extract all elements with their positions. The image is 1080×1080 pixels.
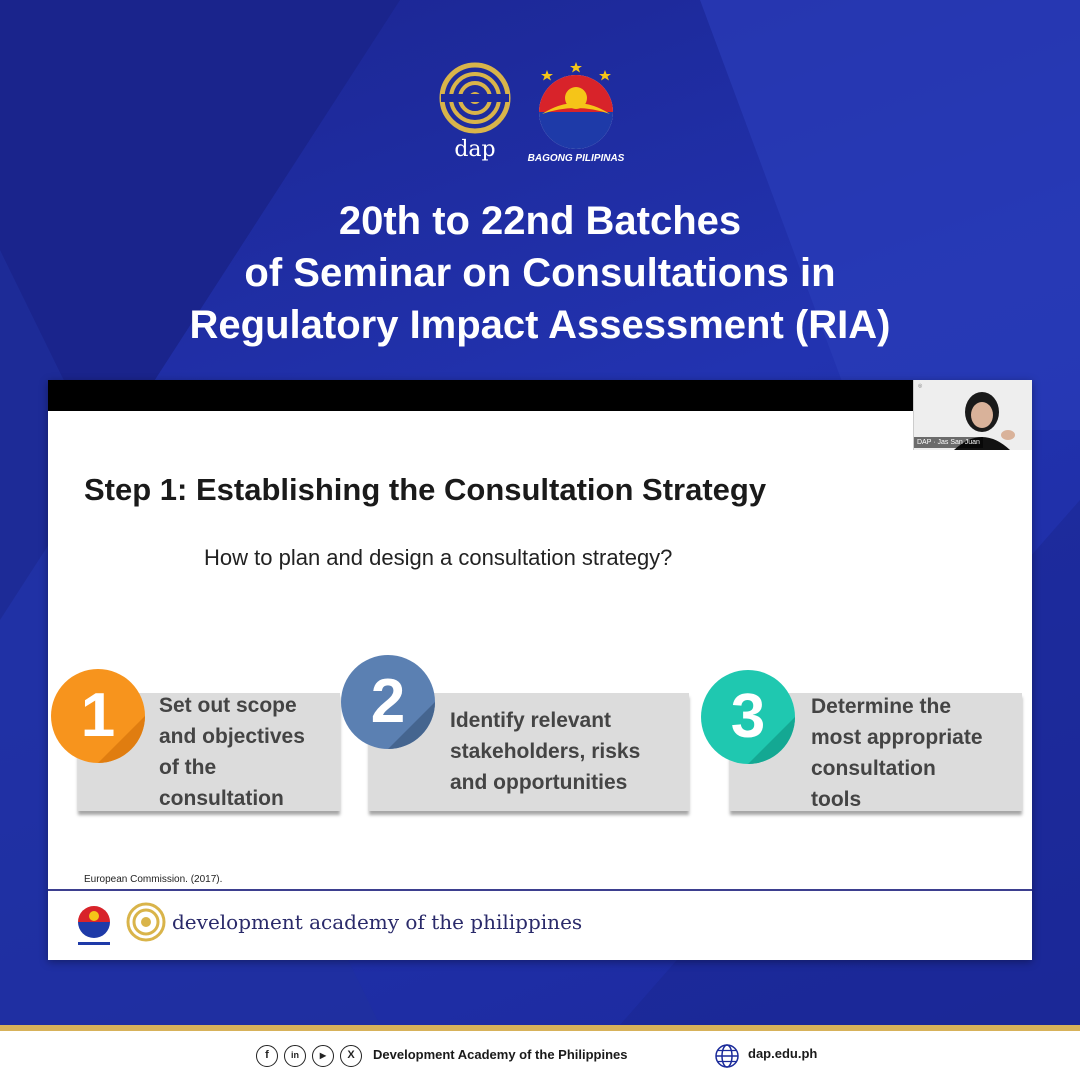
slide-question: How to plan and design a consultation strategy?: [204, 545, 673, 570]
headline-line-3: Regulatory Impact Assessment (RIA): [189, 303, 891, 347]
step-1-line: and objectives: [159, 725, 305, 748]
headline: [0, 195, 1080, 351]
step-2-line: Identify relevant: [450, 709, 612, 732]
step-3-line: consultation: [811, 757, 936, 780]
dap-logo-text: dap: [454, 137, 496, 162]
linkedin-icon[interactable]: in: [284, 1045, 306, 1067]
step-1-text: [159, 690, 305, 814]
step-2-text: [450, 705, 640, 798]
headline-line-1: 20th to 22nd Batches: [338, 199, 742, 243]
step-1-line: Set out scope: [159, 694, 297, 717]
step-3-line: most appropriate: [811, 726, 983, 749]
step-1-number: 1: [80, 681, 116, 750]
step-2-number: 2: [370, 667, 406, 736]
website-link[interactable]: dap.edu.ph: [748, 1046, 818, 1061]
slide-bagong-pilipinas-logo: [72, 902, 116, 950]
step-2-line: stakeholders, risks: [450, 740, 641, 763]
slide-dap-logo: [126, 902, 166, 942]
step-3-number: 3: [730, 682, 766, 751]
step-1-line: of the: [159, 756, 217, 779]
step-2-line: and opportunities: [450, 771, 628, 794]
step-1-badge: [51, 669, 145, 763]
slide-top-bar: [48, 380, 1032, 411]
slide-footer-rule: [48, 889, 1032, 891]
step-3-line: tools: [811, 788, 862, 811]
bagong-pilipinas-text: BAGONG PILIPINAS: [527, 153, 625, 164]
bagong-pilipinas-logo: [520, 62, 632, 166]
step-1-line: consultation: [159, 787, 284, 810]
slide-title: Step 1: Establishing the Consultation Strategy: [84, 472, 767, 507]
x-icon[interactable]: X: [340, 1045, 362, 1067]
step-3-line: Determine the: [811, 695, 952, 718]
bottom-bar: [0, 1031, 1080, 1080]
webcam-thumbnail[interactable]: [913, 380, 1032, 450]
slide-citation: European Commission. (2017).: [84, 874, 223, 885]
headline-line-2: of Seminar on Consultations in: [244, 251, 836, 295]
presentation-slide: [48, 380, 1032, 960]
webcam-header-text: ◎: [918, 383, 923, 389]
facebook-icon[interactable]: f: [256, 1045, 278, 1067]
step-3-text: [811, 691, 983, 815]
globe-icon: [714, 1043, 740, 1069]
youtube-icon[interactable]: ▶: [312, 1045, 334, 1067]
dap-logo: [437, 62, 513, 166]
header-logos: [0, 62, 1080, 172]
webcam-caption: DAP · Jas San Juan: [914, 437, 983, 448]
footer-org-name: Development Academy of the Philippines: [373, 1047, 628, 1062]
step-2-badge: [341, 655, 435, 749]
slide-dap-wordmark: development academy of the philippines: [172, 910, 583, 934]
step-3-badge: [701, 670, 795, 764]
